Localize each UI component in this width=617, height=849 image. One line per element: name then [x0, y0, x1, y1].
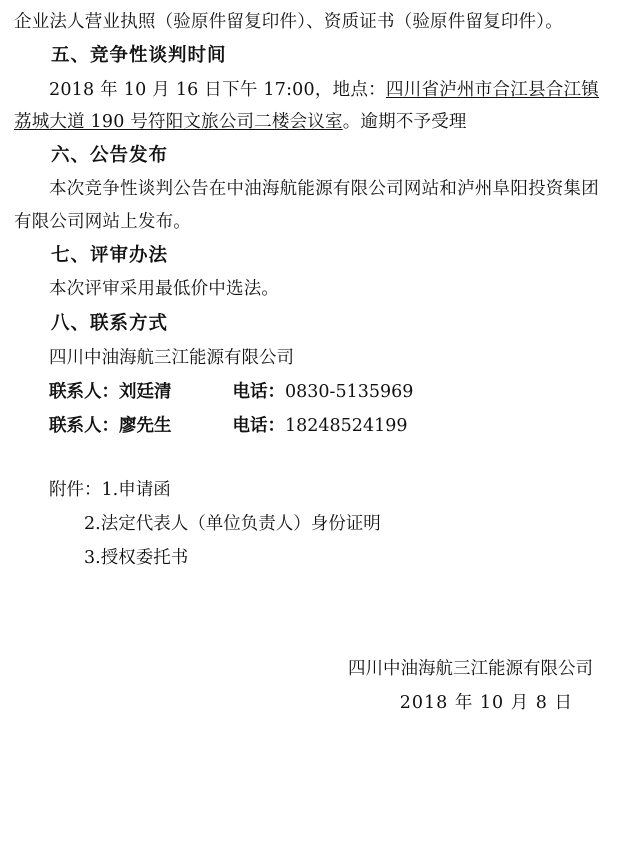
spacer-before-signature	[0, 576, 617, 606]
signature-date: 2018 年 10 月 8 日	[399, 692, 573, 713]
attachments-label: 附件：	[49, 480, 102, 501]
contact-name-1: 刘廷清	[119, 381, 172, 402]
attachment-item-3: 3.授权委托书	[84, 548, 189, 569]
attachments-first-line	[0, 473, 617, 507]
contact-name-2: 廖先生	[119, 416, 172, 437]
contact-phone-label-2: 电话：	[232, 416, 285, 437]
contact-name-label-1: 联系人：	[49, 381, 119, 402]
section-heading-5: 五、竞争性谈判时间	[51, 45, 227, 67]
contact-phone-label-1: 电话：	[232, 381, 285, 402]
opening-paragraph-block	[0, 0, 617, 38]
contact-phone-1: 0830-5135969	[285, 381, 414, 402]
contact-row-2	[0, 409, 617, 443]
section-body-6: 本次竞争性谈判公告在中油海航能源有限公司网站和泸州阜阳投资集团有限公司网站上发布。	[14, 179, 599, 232]
negotiation-time-text: 2018 年 10 月 16 日下午 17:00，地点：	[49, 79, 386, 100]
spacer-before-attachments	[0, 443, 617, 473]
section-body-5	[0, 74, 617, 139]
attachment-item-2: 2.法定代表人（单位负责人）身份证明	[84, 514, 381, 535]
attachment-item-1: 1.申请函	[101, 480, 171, 501]
contact-name-label-2: 联系人：	[49, 416, 119, 437]
section-heading-7: 七、评审办法	[51, 245, 169, 267]
section-heading-6: 六、公告发布	[51, 145, 169, 167]
signature-organization: 四川中油海航三江能源有限公司	[348, 658, 593, 679]
section-heading-8: 八、联系方式	[51, 312, 169, 334]
contact-row-1	[0, 375, 617, 409]
negotiation-place-text: 四川省泸州市合江县合江镇荔城大道 190 号符阳文旅公司二楼会议室	[14, 79, 599, 132]
contact-company: 四川中油海航三江能源有限公司	[49, 347, 294, 368]
spacer-before-signature-3	[0, 636, 617, 652]
contact-phone-2: 18248524199	[285, 416, 408, 437]
opening-paragraph: 企业法人营业执照（验原件留复印件）、资质证书（验原件留复印件）。	[14, 12, 563, 32]
section-body-7: 本次评审采用最低价中选法。	[49, 279, 280, 300]
negotiation-note-text: 。逾期不予受理	[342, 111, 467, 132]
spacer-before-signature-2	[0, 606, 617, 636]
